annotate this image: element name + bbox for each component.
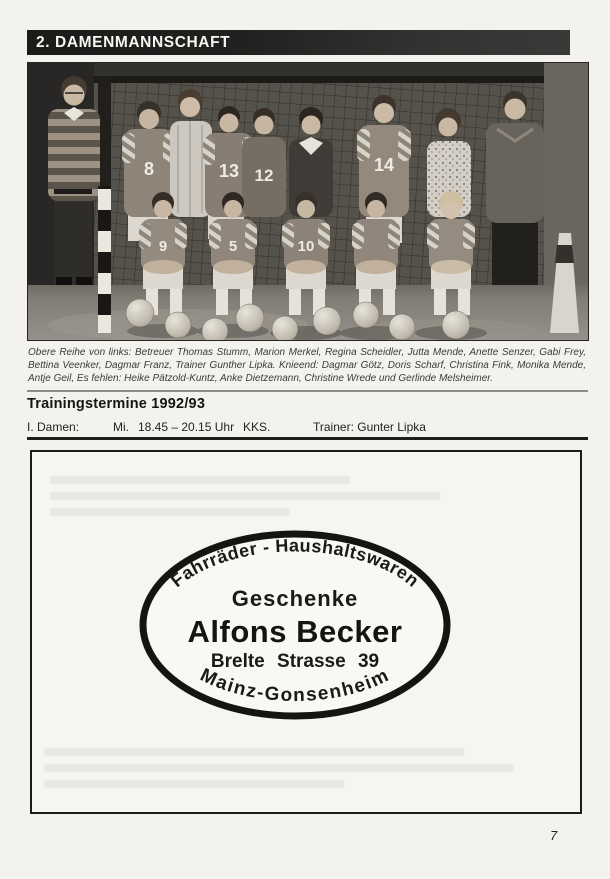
divider-rule-bold xyxy=(27,437,588,440)
jersey-number: 9 xyxy=(158,238,168,255)
jersey-number: 10 xyxy=(297,238,315,255)
glasses xyxy=(65,92,83,94)
advertisement-box xyxy=(30,450,582,814)
page-number: 7 xyxy=(550,828,558,843)
jersey-number: 12 xyxy=(254,166,274,185)
training-location: KKS. xyxy=(243,420,271,434)
jersey-number: 14 xyxy=(373,155,395,175)
ad-arc-bottom-text: Mainz-Gonsenheim xyxy=(196,664,394,707)
ad-arc-top-text: Fahrräder - Haushaltswaren xyxy=(166,535,424,591)
jersey-number: 13 xyxy=(218,161,240,181)
team-photo-image xyxy=(28,63,588,340)
section-header-bar xyxy=(27,30,570,55)
advertisement-logo xyxy=(32,452,580,812)
training-time: 18.45 – 20.15 Uhr xyxy=(138,420,235,434)
training-schedule-row xyxy=(27,420,588,434)
photo-caption: Obere Reihe von links: Betreuer Thomas Stumm, Marion Merkel, Regina Scheidler, Jutta Mende, Anette Senzer, Gabi Frey, Bettina Veenker, Dagmar Franz, Trainer Gunther Lipka. Knieend: Dagmar Götz, Doris Scharf, Christina Fink, Monika Mende, Antje Geil, Es fehlen: Heike Pätzold-Kuntz, Anke Dietzemann, Christine Wrede und Gerlinde Melsheimer. xyxy=(28,347,586,385)
goal-post xyxy=(98,186,111,333)
ad-line1: Geschenke xyxy=(231,586,359,611)
training-heading: Trainingstermine 1992/93 xyxy=(27,396,206,412)
jersey-number: 8 xyxy=(143,159,155,179)
divider-rule xyxy=(27,390,588,392)
ad-address: Brelte Strasse 39 xyxy=(210,651,380,672)
ad-business-name: Alfons Becker xyxy=(187,614,403,649)
jersey-number: 5 xyxy=(228,238,238,255)
team-label: I. Damen: xyxy=(27,420,80,434)
training-day: Mi. xyxy=(113,420,129,434)
section-title: 2. DAMENMANNSCHAFT xyxy=(36,34,231,51)
team-photo xyxy=(28,63,588,340)
trainer-name: Trainer: Gunter Lipka xyxy=(313,420,426,434)
